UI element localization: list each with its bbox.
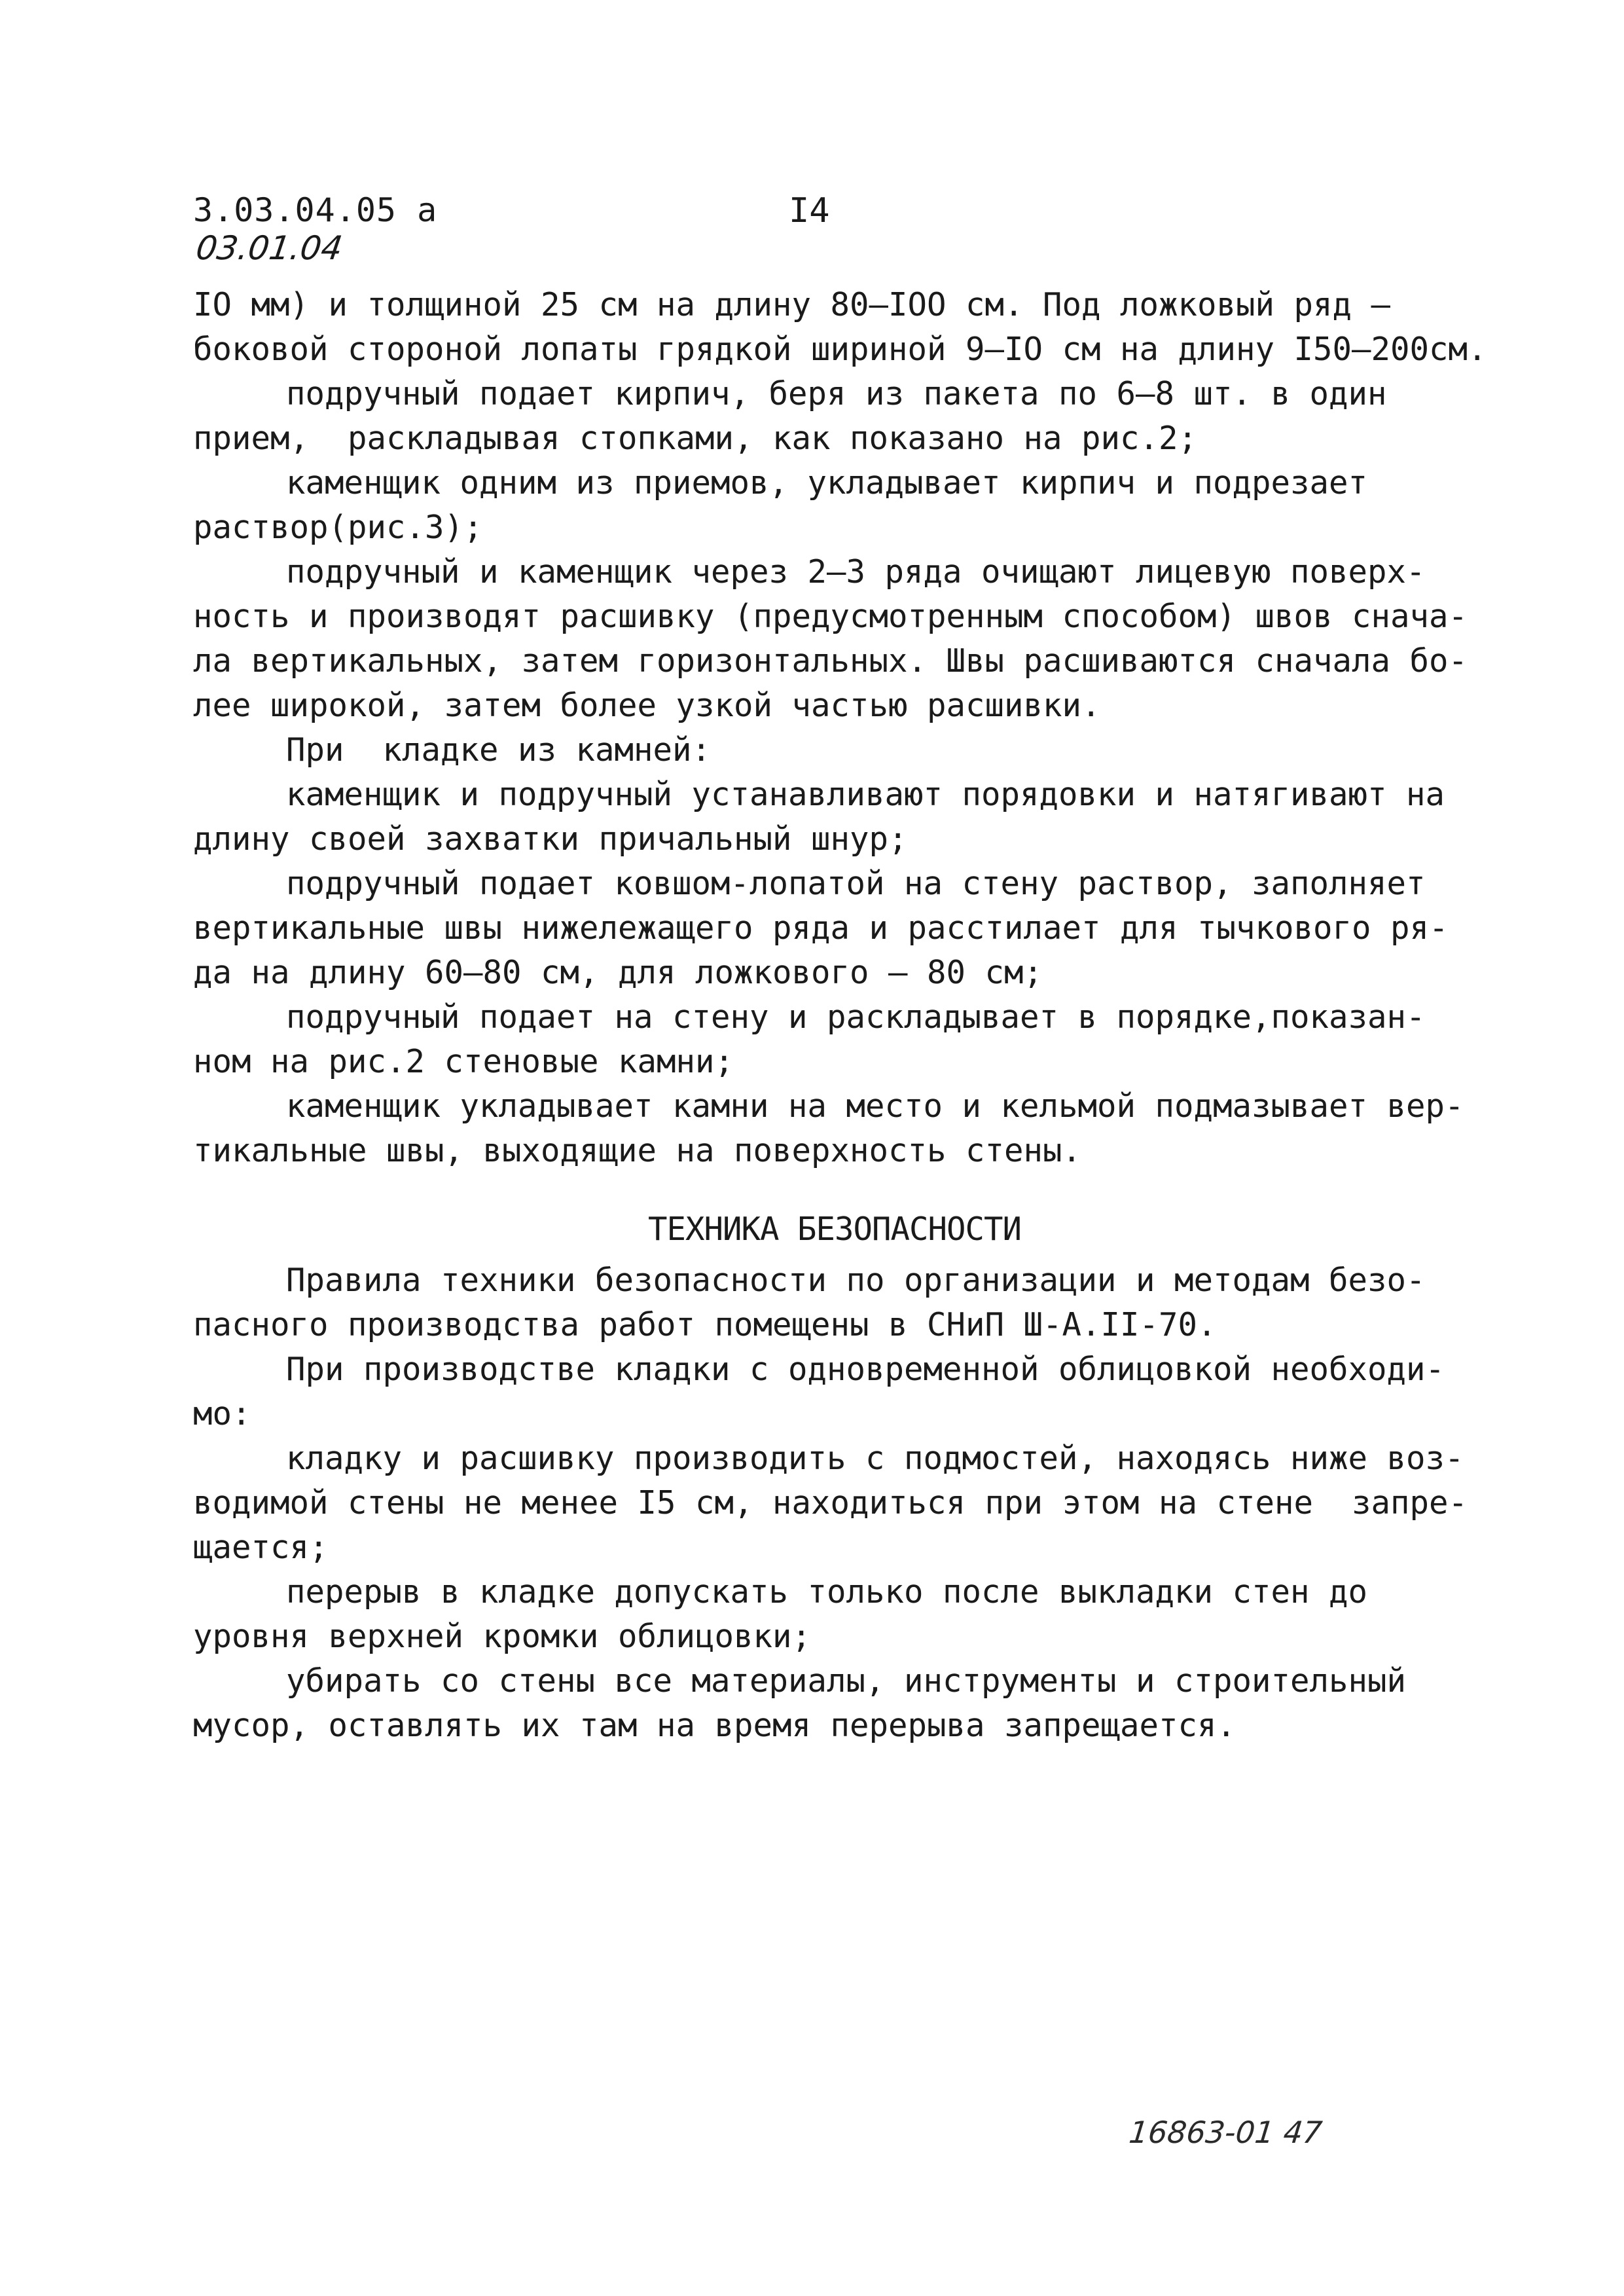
text-line: уровня верхней кромки облицовки; <box>193 1618 812 1655</box>
text-line: да на длину 60–80 см, для ложкового – 80 см; <box>193 954 1043 991</box>
text-line: каменщик укладывает камни на место и кельмой подмазывает вер- <box>286 1087 1464 1125</box>
text-line: подручный подает кирпич, беря из пакета по 6–8 шт. в один <box>286 375 1387 412</box>
text-line: ном на рис.2 стеновые камни; <box>193 1043 734 1080</box>
document-body <box>193 283 1487 1748</box>
text-line: Правила техники безопасности по организации и методам безо- <box>286 1262 1426 1299</box>
text-line: прием, раскладывая стопками, как показано на рис.2; <box>193 420 1198 457</box>
text-line: IO мм) и толщиной 25 см на длину 80–IOO см. Под ложковый ряд – <box>193 286 1391 323</box>
text-line: перерыв в кладке допускать только после выкладки стен до <box>286 1573 1368 1611</box>
page-number: I4 <box>789 191 830 230</box>
text-line: ность и производят расшивку (предусмотренным способом) швов снача- <box>193 598 1468 635</box>
text-line: подручный и каменщик через 2–3 ряда очищают лицевую поверх- <box>286 553 1426 591</box>
section-heading: ТЕХНИКА БЕЗОПАСНОСТИ <box>647 1211 1021 1248</box>
archive-stamp: 16863-01 47 <box>1127 2115 1324 2150</box>
text-line: подручный подает на стену и раскладывает в порядке,показан- <box>286 998 1426 1036</box>
text-line: При кладке из камней: <box>286 731 712 769</box>
text-line: щается; <box>193 1529 329 1566</box>
text-line: При производстве кладки с одновременной облицовкой необходи- <box>286 1351 1445 1388</box>
text-line: каменщик и подручный устанавливают порядовки и натягивают на <box>286 776 1445 813</box>
handwritten-document-code: 03.01.04 <box>193 229 345 267</box>
text-line: пасного производства работ помещены в СНиП Ш-А.II-70. <box>193 1306 1217 1343</box>
text-line: каменщик одним из приемов, укладывает кирпич и подрезает <box>286 464 1368 501</box>
document-code: 3.03.04.05 а <box>193 191 438 229</box>
text-line: водимой стены не менее I5 см, находиться при этом на стене запре- <box>193 1484 1468 1522</box>
text-line: боковой стороной лопаты грядкой шириной 9–IO см на длину I50–200см. <box>193 331 1487 368</box>
text-line: кладку и расшивку производить с подмостей, находясь ниже воз- <box>286 1440 1464 1477</box>
text-line: мусор, оставлять их там на время перерыва запрещается. <box>193 1707 1236 1744</box>
text-line: раствор(рис.3); <box>193 509 483 546</box>
text-line: подручный подает ковшом-лопатой на стену раствор, заполняет <box>286 865 1426 902</box>
text-line: убирать со стены все материалы, инструменты и строительный <box>286 1662 1407 1700</box>
text-line: тикальные швы, выходящие на поверхность стены. <box>193 1132 1082 1169</box>
text-line: мо: <box>193 1395 251 1432</box>
text-line: ла вертикальных, затем горизонтальных. Швы расшиваются сначала бо- <box>193 642 1468 680</box>
text-line: вертикальные швы нижележащего ряда и расстилает для тычкового ря- <box>193 909 1449 947</box>
text-line: длину своей захватки причальный шнур; <box>193 820 908 858</box>
text-line: лее широкой, затем более узкой частью расшивки. <box>193 687 1101 724</box>
